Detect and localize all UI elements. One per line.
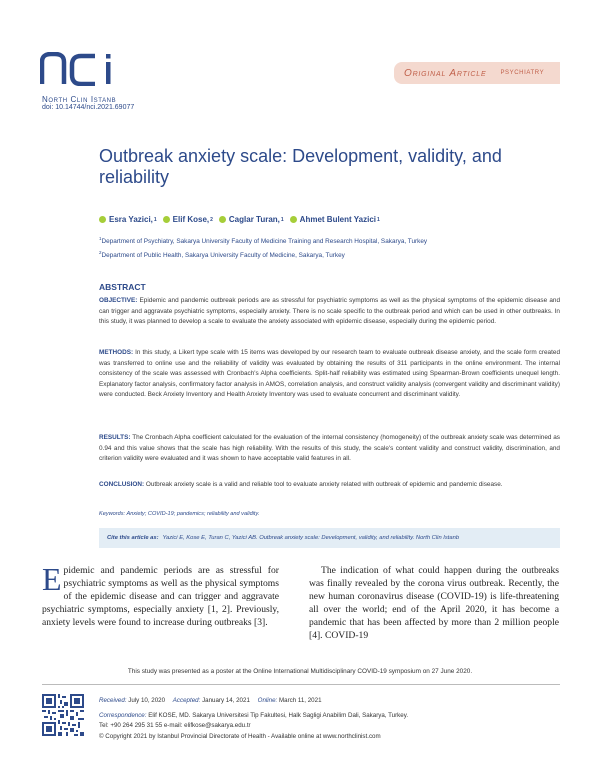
author[interactable]: Elif Kose, 2 [163, 215, 213, 224]
doi[interactable]: doi: 10.14744/nci.2021.69077 [42, 104, 135, 111]
abstract-results: RESULTS: The Cronbach Alpha coefficient calculated for the evaluation of the internal consistency (homogeneity) of the outbreak anxiety scale was determined as 0.94 and this value shows that the scale has high reliability. With the results of this study, the scale's content validity and construct validity, discrimination, and criterion validity were evaluated and it was shown to have acceptable valid features in all. [99, 434, 560, 463]
abstract-heading: ABSTRACT [99, 282, 146, 292]
abstract-objective: OBJECTIVE: Epidemic and pandemic outbreak periods are as stressful for psychiatric symptoms as well as the physical symptoms of the epidemic disease and can trigger and aggravate psychiatric symptoms, especially anxiety. There is no scale specific to the outbreak period and which can be used in other outbreaks. In this study, it was planned to develop a scale to evaluate the anxiety associated with epidemic disease, especially during the epidemic period. [99, 297, 561, 326]
presentation-note: This study was presented as a poster at the Online International Multidisciplinary COVID-19 symposium on 27 June 2020. [127, 668, 473, 675]
cite-label: Cite this article as: [107, 535, 159, 541]
contact-info[interactable]: Tel: +90 264 295 31 55 e-mail: elifkose@sakarya.edu.tr [99, 722, 251, 729]
author-list [99, 215, 386, 224]
author[interactable]: Ahmet Bulent Yazici 1 [290, 215, 380, 224]
footer-divider [42, 684, 560, 685]
drop-cap: E [42, 561, 62, 597]
journal-logo [40, 52, 124, 86]
keywords: Keywords: Anxiety; COVID-19; pandemics; reliability and validity. [99, 511, 260, 517]
abstract-methods: METHODS: In this study, a Likert type scale with 15 items was developed by our research team to evaluate outbreak disease anxiety, and the scale form created was transferred to online use and the reliability of validity was evaluated by obtaining the results of 311 participants in the online environment. The internal consistency of the scale was assessed with Cronbach's Alpha coefficients. Split-half reliability was estimated using Spearman-Brown coefficients unequel length. Explanatory factor analysis, confirmatory factor analysis in AMOS, correlation analysis, and construct validity analysis (convergent validity and discriminant validity) were conducted. Beck Anxiety Inventory and Health Anxiety Inventory was used to evaluate concurrent and discriminant validity. [99, 349, 560, 399]
affiliation: $^1$Department of Psychiatry, Sakarya University Faculty of Medicine Training and Research Hospital, Sakarya, Turkey [99, 236, 428, 246]
article-type: Original Article [404, 67, 487, 79]
cite-box [99, 528, 560, 548]
author[interactable]: Caglar Turan, 1 [219, 215, 284, 224]
article-field: PSYCHIATRY [500, 70, 545, 76]
journal-name: North Clin Istanb [42, 95, 117, 104]
orcid-icon[interactable] [290, 216, 297, 223]
article-title: Outbreak anxiety scale: Development, validity, and reliability [99, 146, 502, 187]
copyright: © Copyright 2021 by Istanbul Provincial Directorate of Health - Available online at www.northclinist.com [99, 733, 381, 740]
cite-text: Yazici E, Kose E, Turan C, Yazici AB. Outbreak anxiety scale: Development, validity, and reliability. North Clin Istanb [162, 535, 460, 541]
affiliation: $^2$Department of Public Health, Sakarya University Faculty of Medicine, Sakarya, Turkey [99, 250, 345, 260]
orcid-icon[interactable] [219, 216, 226, 223]
qr-code-icon[interactable] [42, 694, 84, 736]
orcid-icon[interactable] [99, 216, 106, 223]
body-column-right: The indication of what could happen during the outbreaks was finally revealed by the corona virus outbreak. Recently, the new human coronavirus disease (COVID-19) is life-threatening all over the world; end of the April 2020, it has become a pandemic that has been affected by more than 2 million people [4]. COVID-19 [309, 565, 559, 641]
author[interactable]: Esra Yazici, 1 [99, 215, 157, 224]
article-dates: Received: July 10, 2020 Accepted: January 14, 2021 Online: March 11, 2021 [99, 697, 322, 704]
body-column-left: Epidemic and pandemic periods are as stressful for psychiatric symptoms as well as the physical symptoms of the epidemic disease and can trigger and aggravate psychiatric symptoms, especially anxiety [1, 2]. Previously, anxiety levels were found to increase during outbreaks [3]. [42, 561, 279, 628]
correspondence: Correspondence: Elif KOSE, MD. Sakarya Universitesi Tip Fakultesi, Halk Sagligi Anabilim Dali, Sakarya, Turkey. [99, 712, 409, 719]
article-type-badge [394, 62, 560, 84]
abstract-conclusion: CONCLUSION: Outbreak anxiety scale is a valid and reliable tool to evaluate anxiety related with outbreak of epidemic and pandemic disease. [99, 481, 503, 488]
orcid-icon[interactable] [163, 216, 170, 223]
